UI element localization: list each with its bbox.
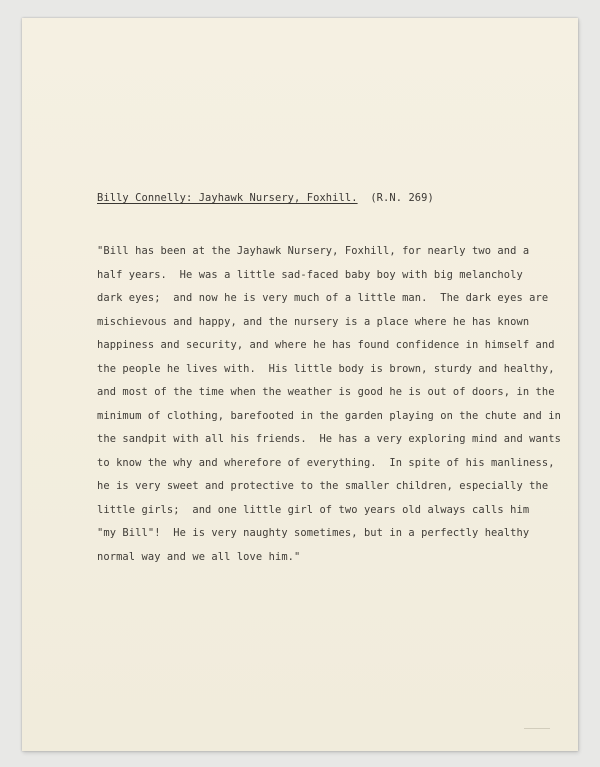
body-line: he is very sweet and protective to the smaller children, especially the [97,480,549,492]
document-heading [97,192,434,204]
heading-title: Billy Connelly: Jayhawk Nursery, Foxhill. [97,192,358,204]
heading-reference: (R.N. 269) [370,192,434,204]
document-body [97,240,567,569]
body-line: normal way and we all love him." [97,550,301,563]
body-line: to know the why and wherefore of everything. In spite of his manliness, [97,456,555,469]
body-line: dark eyes; and now he is very much of a little man. The dark eyes are [97,292,549,304]
body-line: the sandpit with all his friends. He has a very exploring mind and wants [97,433,561,445]
paper-corner-mark [524,720,550,729]
body-line: happiness and security, and where he has found confidence in himself and [97,339,555,351]
typewritten-page [22,18,578,751]
body-line: mischievous and happy, and the nursery is a place where he has known [97,315,530,328]
body-line: minimum of clothing, barefooted in the garden playing on the chute and in [97,409,561,422]
body-line: half years. He was a little sad-faced baby boy with big melancholy [97,268,523,281]
body-line: and most of the time when the weather is good he is out of doors, in the [97,386,555,398]
body-line: the people he lives with. His little body is brown, sturdy and healthy, [97,362,555,375]
body-line: little girls; and one little girl of two years old always calls him [97,503,530,516]
body-line: "my Bill"! He is very naughty sometimes, but in a perfectly healthy [97,527,530,539]
body-line: "Bill has been at the Jayhawk Nursery, Foxhill, for nearly two and a [97,245,530,257]
